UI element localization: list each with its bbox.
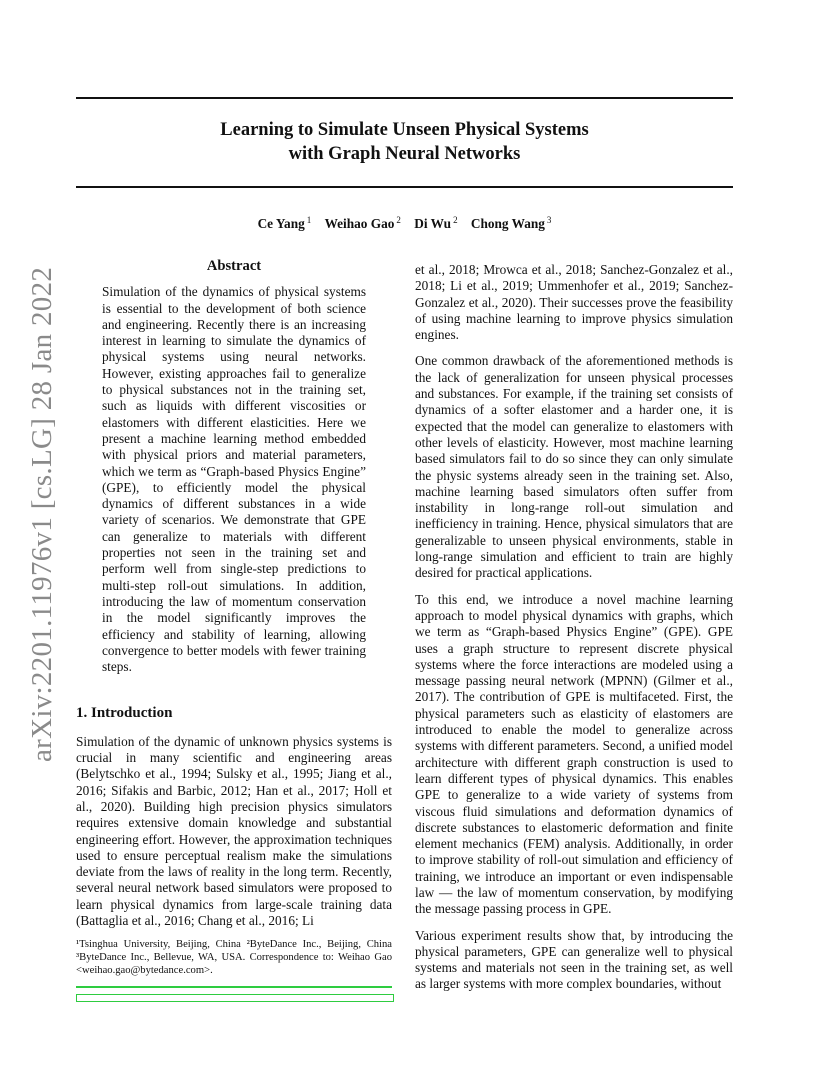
intro-paragraph-4: To this end, we introduce a novel machine learning approach to model physical dynamics with graphs, which we term as “Graph-based Physics Engine” (GPE). GPE uses a graph structure to represent discrete physical systems where the force interactions are modeled using a message passing neural network (MPNN) (Gilmer et al., 2017). The contribution of GPE is multifaceted. First, the physical parameters such as elasticity of elastomers are introduced to enable the model to generalize across systems with different parameters. Second, a unified model architecture with different graph construction is used to learn different types of physical dynamics. This enables GPE to generalize to a wide variety of systems from viscous fluid simulations and deformation dynamics of discrete substances to elastomeric deformation and finite element mechanics (FEM) analysis. Additionally, in order to improve stability of roll-out simulation and efficiency of training, we introduce an important or even indispensable law — the law of momentum conservation, by modifying the message passing process in GPE. [415,591,733,917]
author-3: Di Wu $^2$ [414,215,458,232]
left-column [76,258,392,1002]
title-rule-top [76,97,733,99]
title-line-1: Learning to Simulate Unseen Physical Systems [220,120,589,140]
intro-paragraph-3: One common drawback of the aforementioned methods is the lack of generalization for unseen physical processes and substances. For example, if the training set consists of dynamics of a softer elastomer and a harder one, it is expected that the model can generalize to elastomers with other levels of elasticity. However, most machine learning based simulators fail to do so since they can only simulate the physic systems already seen in the training set. Also, machine learning based simulators often suffer from instability in long-range roll-out simulation and inefficiency in training. Hence, physical simulators that are generalizable to unseen physical environments, stable in long-range simulation and efficient to train are highly desired for practical applications. [415,353,733,581]
intro-paragraph-2: et al., 2018; Mrowca et al., 2018; Sanchez-Gonzalez et al., 2018; Li et al., 2019; Ummenhofer et al., 2019; Sanchez-Gonzalez et al., 2020). Their successes prove the feasibility of using machine learning to improve physics simulation engines. [415,262,733,343]
title-rule-bottom [76,186,733,188]
abstract-heading: Abstract [206,258,262,274]
abstract-text: Simulation of the dynamics of physical systems is essential to the development of both science and engineering. Recently there is an increasing interest in learning to simulate the dynamics of physical systems using neural networks. However, existing approaches fail to generalize to physical substances not in the training set, such as liquids with different viscosities or elastomers with different elasticities. Here we present a machine learning method embedded with physical priors and material parameters, which we term as “Graph-based Physics Engine” (GPE), to efficiently model the physical dynamics of different substances in a wide variety of scenarios. We demonstrate that GPE can generalize to materials with different properties not seen in the training set and perform well from single-step predictions to multi-step roll-out simulations. In addition, introducing the law of momentum conservation in the model significantly improves the efficiency and stability of learning, allowing convergence to better models with fewer training steps. [102,284,366,675]
author-1: Ce Yang $^1$ [257,215,312,232]
author-2: Weihao Gao $^2$ [324,215,401,232]
paper-title [76,118,733,166]
right-column [415,262,733,1003]
footnote-link-box[interactable] [76,994,394,1002]
arxiv-stamp: arXiv:2201.11976v1 [cs.LG] 28 Jan 2022 [26,266,58,762]
title-line-2: with Graph Neural Networks [288,144,521,164]
intro-paragraph-5: Various experiment results show that, by introducing the physical parameters, GPE can generalize well to physical systems and materials not seen in the training set, as well as larger systems with more complex boundaries, without [415,927,733,992]
footnote-link-rule [76,986,392,988]
author-list [76,215,733,232]
author-4: Chong Wang $^3$ [470,215,552,232]
affiliation-footnote: ¹Tsinghua University, Beijing, China ²ByteDance Inc., Beijing, China ³ByteDance Inc., Bellevue, WA, USA. Correspondence to: Weihao Gao <weihao.gao@bytedance.com>. [76,939,392,976]
intro-paragraph-1: Simulation of the dynamic of unknown physics systems is crucial in many scientific and engineering areas (Belytschko et al., 1994; Sulsky et al., 1995; Jiang et al., 2016; Sifakis and Barbic, 2012; Han et al., 2017; Holl et al., 2020). Building high precision physics simulators requires extensive domain knowledge and substantial engineering effort. However, the approximation techniques used to ensure perceptual realism make the simulations deviate from the laws of reality in the long term. Recently, several neural network based simulators were proposed to learn physical dynamics from large-scale training data (Battaglia et al., 2016; Chang et al., 2016; Li [76,733,392,928]
introduction-heading: 1. Introduction [76,705,173,722]
